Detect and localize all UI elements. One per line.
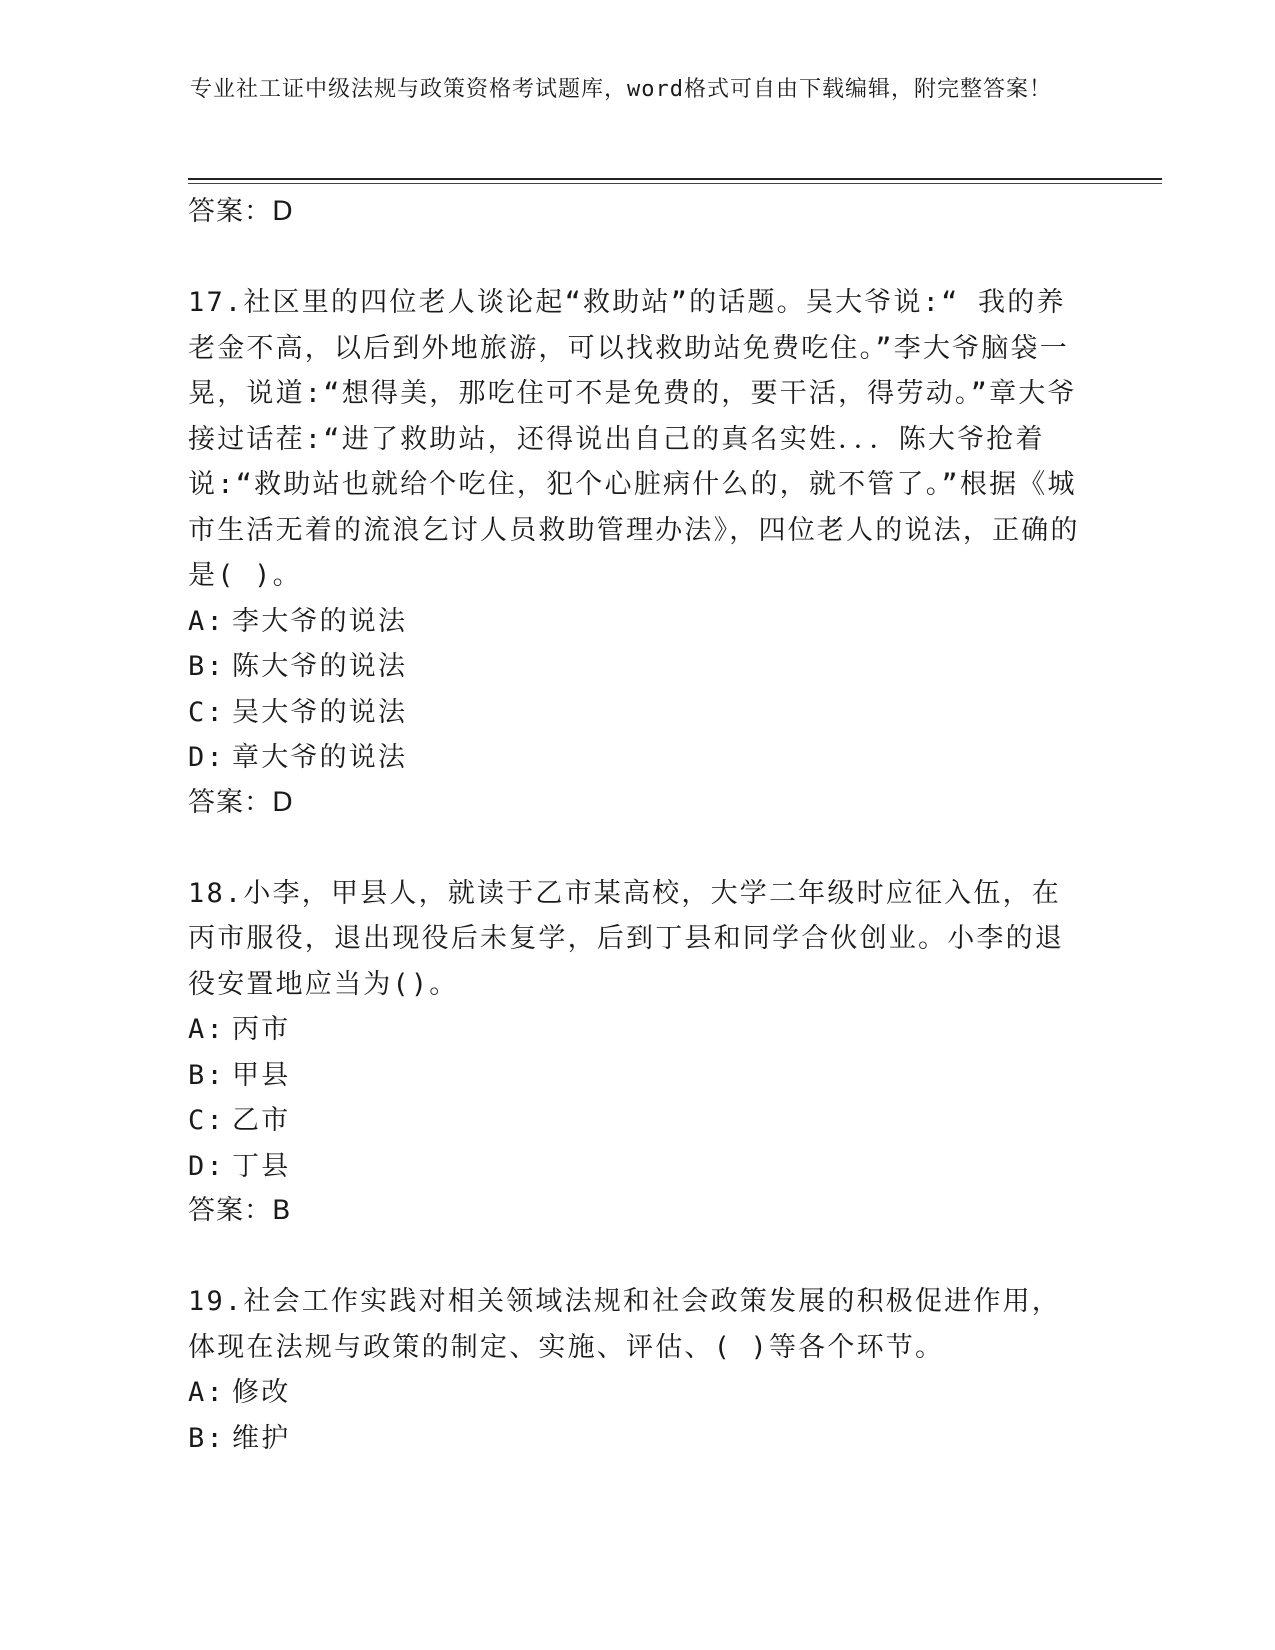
question-18-text: 18.小李，甲县人，就读于乙市某高校，大学二年级时应征入伍，在丙市服役，退出现役后未复学，后到丁县和同学合伙创业。小李的退役安置地应当为()。 xyxy=(188,877,1064,1000)
option-text: 丁县 xyxy=(232,1150,291,1182)
question-19-option-b xyxy=(188,1416,1088,1462)
option-key: D: xyxy=(188,1150,225,1182)
question-18-option-d xyxy=(188,1144,1088,1190)
option-key: A: xyxy=(188,605,225,637)
option-key: C: xyxy=(188,696,225,728)
question-18-option-c xyxy=(188,1098,1088,1144)
header-note: 专业社工证中级法规与政策资格考试题库，word格式可自由下载编辑，附完整答案！ xyxy=(190,77,1052,102)
question-18-option-b xyxy=(188,1053,1088,1099)
option-key: B: xyxy=(188,1059,225,1091)
previous-answer: 答案：D xyxy=(188,196,294,227)
question-17-option-b xyxy=(188,644,1088,690)
option-text: 李大爷的说法 xyxy=(232,605,408,637)
question-17-option-a xyxy=(188,599,1088,645)
option-text: 乙市 xyxy=(232,1105,291,1136)
question-19-option-a xyxy=(188,1370,1088,1416)
question-17-option-c xyxy=(188,690,1088,736)
question-list xyxy=(188,190,1088,1461)
question-17-option-d xyxy=(188,735,1088,781)
question-19-text: 19.社会工作实践对相关领域法规和社会政策发展的积极促进作用，体现在法规与政策的制定、实施、评估、( )等各个环节。 xyxy=(188,1286,1061,1363)
option-text: 甲县 xyxy=(232,1059,291,1091)
question-17-text: 17.社区里的四位老人谈论起“救助站”的话题。吴大爷说:“ 我的养老金不高，以后到外地旅游，可以找救助站免费吃住。”李大爷脑袋一晃，说道:“想得美，那吃住可不是免费的，要干活，得劳动。”章大爷接过话茬:“进了救助站，还得说出自己的真名实姓．．．陈大爷抢着说:“救助站也就给个吃住，犯个心脏病什么的，就不管了。”根据《城市生活无着的流浪乞讨人员救助管理办法》，四位老人的说法，正确的是( )。 xyxy=(188,287,1080,591)
question-18-answer: 答案：B xyxy=(188,1195,292,1226)
option-key: A: xyxy=(188,1014,225,1045)
question-17-answer: 答案：D xyxy=(188,786,294,818)
question-18-option-a xyxy=(188,1007,1088,1053)
header-rule-thin xyxy=(188,183,1162,184)
option-text: 维护 xyxy=(232,1422,291,1454)
option-text: 章大爷的说法 xyxy=(232,742,408,773)
option-text: 吴大爷的说法 xyxy=(232,696,408,728)
option-key: B: xyxy=(188,651,225,682)
option-key: A: xyxy=(188,1377,225,1408)
option-key: B: xyxy=(188,1422,225,1454)
header-rule-thick xyxy=(188,178,1162,180)
option-key: C: xyxy=(188,1105,225,1136)
option-key: D: xyxy=(188,742,225,773)
option-text: 修改 xyxy=(232,1377,291,1408)
option-text: 陈大爷的说法 xyxy=(232,651,408,682)
option-text: 丙市 xyxy=(232,1014,291,1045)
